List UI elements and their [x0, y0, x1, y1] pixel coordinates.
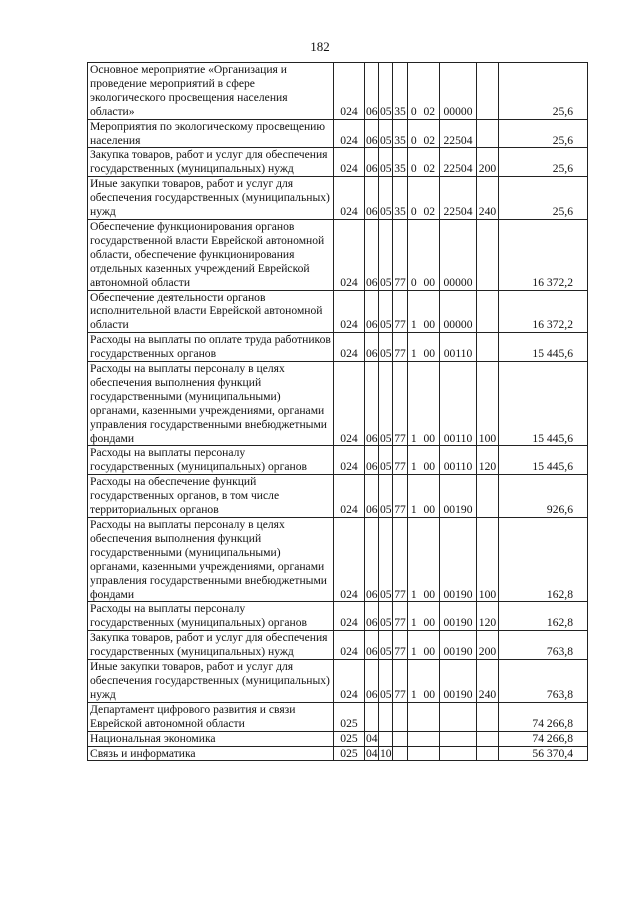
section-cell: 06 [365, 362, 379, 446]
grbs-cell: 024 [334, 219, 365, 290]
row-name-cell: Расходы на выплаты персоналу государственных (муниципальных) органов [88, 446, 334, 475]
row-name-cell: Мероприятия по экологическому просвещению населения [88, 119, 334, 148]
subsection-cell: 05 [379, 290, 393, 333]
subsection-cell: 05 [379, 631, 393, 660]
target-program-cell: 77 [393, 333, 408, 362]
target-program-cell: 77 [393, 602, 408, 631]
table-row [88, 148, 588, 177]
subprogram-cell: 1 [408, 290, 420, 333]
section-cell: 06 [365, 475, 379, 518]
section-cell: 06 [365, 333, 379, 362]
subsection-cell: 05 [379, 333, 393, 362]
grbs-cell: 025 [334, 702, 365, 731]
target-program-cell: 77 [393, 446, 408, 475]
grbs-cell: 024 [334, 602, 365, 631]
section-cell: 06 [365, 290, 379, 333]
section-cell: 06 [365, 219, 379, 290]
amount-cell: 25,6 [499, 177, 588, 220]
subsection-cell [379, 702, 393, 731]
section-cell: 06 [365, 602, 379, 631]
amount-cell: 15 445,6 [499, 333, 588, 362]
amount-cell: 15 445,6 [499, 362, 588, 446]
table-row [88, 518, 588, 602]
row-name-cell: Основное мероприятие «Организация и проведение мероприятий в сфере экологического просвещения населения области» [88, 63, 334, 120]
main-measure-cell: 00 [420, 446, 440, 475]
subsection-cell: 05 [379, 362, 393, 446]
expense-direction-cell: 00000 [440, 63, 477, 120]
grbs-cell: 025 [334, 746, 365, 761]
subsection-cell [379, 731, 393, 746]
main-measure-cell: 00 [420, 333, 440, 362]
table-row [88, 219, 588, 290]
amount-cell: 162,8 [499, 602, 588, 631]
subprogram-cell: 1 [408, 362, 420, 446]
expense-direction-cell: 00110 [440, 362, 477, 446]
row-name-cell: Иные закупки товаров, работ и услуг для обеспечения государственных (муниципальных) нужд [88, 660, 334, 703]
subprogram-cell: 1 [408, 602, 420, 631]
expense-direction-cell [440, 746, 477, 761]
subprogram-cell: 1 [408, 446, 420, 475]
section-cell: 06 [365, 148, 379, 177]
main-measure-cell: 00 [420, 219, 440, 290]
expense-type-cell: 200 [477, 148, 499, 177]
page-number: 182 [310, 39, 330, 54]
expense-direction-cell: 22504 [440, 148, 477, 177]
grbs-cell: 024 [334, 290, 365, 333]
grbs-cell: 025 [334, 731, 365, 746]
subsection-cell: 05 [379, 475, 393, 518]
subprogram-cell: 0 [408, 219, 420, 290]
subsection-cell: 05 [379, 219, 393, 290]
main-measure-cell: 00 [420, 631, 440, 660]
row-name-cell: Связь и информатика [88, 746, 334, 761]
row-name-cell: Расходы на выплаты персоналу в целях обеспечения выполнения функций государственными (муниципальными) органами, казенными учреждениями, органами управления государственными внебюджетными фондами [88, 518, 334, 602]
expense-type-cell [477, 702, 499, 731]
subprogram-cell: 1 [408, 518, 420, 602]
target-program-cell: 77 [393, 475, 408, 518]
row-name-cell: Обеспечение функционирования органов государственной власти Еврейской автономной области, обеспечение функционирования отдельных казенных учреждений Еврейской автономной области [88, 219, 334, 290]
expense-type-cell [477, 746, 499, 761]
main-measure-cell: 02 [420, 148, 440, 177]
main-measure-cell: 00 [420, 518, 440, 602]
table-row [88, 333, 588, 362]
grbs-cell: 024 [334, 148, 365, 177]
subprogram-cell: 1 [408, 660, 420, 703]
subsection-cell: 05 [379, 63, 393, 120]
amount-cell: 56 370,4 [499, 746, 588, 761]
expense-direction-cell: 00190 [440, 602, 477, 631]
table-row [88, 702, 588, 731]
expense-type-cell [477, 219, 499, 290]
target-program-cell: 77 [393, 631, 408, 660]
table-row [88, 290, 588, 333]
subsection-cell: 10 [380, 746, 392, 760]
grbs-cell: 024 [334, 63, 365, 120]
target-program-cell: 77 [393, 290, 408, 333]
main-measure-cell: 02 [420, 119, 440, 148]
subsection-cell: 05 [379, 148, 393, 177]
target-program-cell: 35 [393, 119, 408, 148]
expense-direction-cell: 00190 [440, 631, 477, 660]
main-measure-cell: 00 [420, 602, 440, 631]
main-measure-cell [420, 731, 440, 746]
row-name-cell: Расходы на обеспечение функций государственных органов, в том числе территориальных органов [88, 475, 334, 518]
main-measure-cell [420, 702, 440, 731]
expense-direction-cell [440, 731, 477, 746]
row-name-cell: Расходы на выплаты персоналу в целях обеспечения выполнения функций государственными (муниципальными) органами, казенными учреждениями, органами управления государственными внебюджетными фондами [88, 362, 334, 446]
table-row [88, 631, 588, 660]
subprogram-cell [408, 731, 420, 746]
subsection-cell: 05 [379, 446, 393, 475]
grbs-cell: 024 [334, 333, 365, 362]
target-program-cell: 77 [393, 362, 408, 446]
expense-type-cell [477, 475, 499, 518]
row-name-cell: Обеспечение деятельности органов исполнительной власти Еврейской автономной области [88, 290, 334, 333]
expense-direction-cell [440, 702, 477, 731]
subprogram-cell: 0 [408, 148, 420, 177]
main-measure-cell [420, 746, 440, 761]
main-measure-cell: 00 [420, 475, 440, 518]
grbs-cell: 024 [334, 119, 365, 148]
target-program-cell: 35 [393, 63, 408, 120]
expense-direction-cell: 00110 [440, 333, 477, 362]
table-row [88, 602, 588, 631]
table-row [88, 731, 588, 746]
row-name-cell: Расходы на выплаты персоналу государственных (муниципальных) органов [88, 602, 334, 631]
budget-table-body [88, 63, 588, 761]
expense-direction-cell: 00110 [440, 446, 477, 475]
target-program-cell: 77 [393, 660, 408, 703]
amount-cell: 74 266,8 [499, 702, 588, 731]
amount-cell: 162,8 [499, 518, 588, 602]
expense-direction-cell: 00190 [440, 475, 477, 518]
row-name-cell: Расходы на выплаты по оплате труда работников государственных органов [88, 333, 334, 362]
grbs-cell: 024 [334, 660, 365, 703]
grbs-cell: 024 [334, 518, 365, 602]
subprogram-cell: 1 [408, 631, 420, 660]
expense-type-cell: 240 [477, 660, 499, 703]
section-cell: 04 [366, 746, 378, 760]
subprogram-cell: 1 [408, 475, 420, 518]
grbs-cell: 024 [334, 362, 365, 446]
subsection-cell: 05 [379, 602, 393, 631]
target-program-cell: 77 [393, 518, 408, 602]
table-row [88, 746, 588, 761]
main-measure-cell: 02 [420, 177, 440, 220]
row-name-cell: Закупка товаров, работ и услуг для обеспечения государственных (муниципальных) нужд [88, 148, 334, 177]
section-cell: 06 [365, 518, 379, 602]
amount-cell: 763,8 [499, 631, 588, 660]
row-name-cell: Департамент цифрового развития и связи Еврейской автономной области [88, 702, 334, 731]
expense-type-cell: 240 [477, 177, 499, 220]
amount-cell: 25,6 [499, 119, 588, 148]
amount-cell: 16 372,2 [499, 290, 588, 333]
subprogram-cell [408, 746, 420, 761]
section-cell [365, 702, 379, 731]
target-program-cell [393, 746, 408, 761]
amount-cell: 763,8 [499, 660, 588, 703]
section-cell: 04 [366, 731, 378, 745]
target-program-cell [393, 702, 408, 731]
budget-table [87, 62, 588, 761]
target-program-cell [393, 731, 408, 746]
subprogram-cell: 0 [408, 63, 420, 120]
section-cell: 06 [365, 63, 379, 120]
table-row [88, 446, 588, 475]
subsection-cell: 05 [379, 119, 393, 148]
section-cell: 06 [365, 631, 379, 660]
grbs-cell: 024 [334, 475, 365, 518]
main-measure-cell: 00 [420, 290, 440, 333]
expense-type-cell [477, 119, 499, 148]
subsection-cell: 05 [379, 518, 393, 602]
section-cell: 06 [365, 119, 379, 148]
table-row [88, 119, 588, 148]
section-cell: 06 [365, 660, 379, 703]
amount-cell: 16 372,2 [499, 219, 588, 290]
amount-cell: 74 266,8 [499, 731, 588, 746]
row-name-cell: Национальная экономика [88, 731, 334, 746]
table-row [88, 63, 588, 120]
expense-type-cell [477, 333, 499, 362]
expense-direction-cell: 00000 [440, 290, 477, 333]
target-program-cell: 77 [393, 219, 408, 290]
subprogram-cell: 1 [408, 333, 420, 362]
section-cell: 06 [365, 177, 379, 220]
amount-cell: 25,6 [499, 63, 588, 120]
grbs-cell: 024 [334, 446, 365, 475]
target-program-cell: 35 [393, 177, 408, 220]
amount-cell: 25,6 [499, 148, 588, 177]
main-measure-cell: 00 [420, 362, 440, 446]
expense-type-cell: 120 [477, 602, 499, 631]
expense-type-cell: 200 [477, 631, 499, 660]
grbs-cell: 024 [334, 631, 365, 660]
expense-direction-cell: 22504 [440, 119, 477, 148]
expense-direction-cell: 00190 [440, 518, 477, 602]
table-row [88, 362, 588, 446]
table-row [88, 475, 588, 518]
table-row [88, 177, 588, 220]
amount-cell: 926,6 [499, 475, 588, 518]
row-name-cell: Закупка товаров, работ и услуг для обеспечения государственных (муниципальных) нужд [88, 631, 334, 660]
expense-direction-cell: 22504 [440, 177, 477, 220]
row-name-cell: Иные закупки товаров, работ и услуг для обеспечения государственных (муниципальных) нужд [88, 177, 334, 220]
expense-type-cell: 100 [477, 518, 499, 602]
expense-type-cell: 120 [477, 446, 499, 475]
subprogram-cell [408, 702, 420, 731]
grbs-cell: 024 [334, 177, 365, 220]
subprogram-cell: 0 [408, 177, 420, 220]
expense-type-cell [477, 290, 499, 333]
main-measure-cell: 00 [420, 660, 440, 703]
target-program-cell: 35 [393, 148, 408, 177]
main-measure-cell: 02 [420, 63, 440, 120]
expense-direction-cell: 00190 [440, 660, 477, 703]
subsection-cell: 05 [379, 660, 393, 703]
subprogram-cell: 0 [408, 119, 420, 148]
subsection-cell: 05 [379, 177, 393, 220]
expense-type-cell: 100 [477, 362, 499, 446]
section-cell: 06 [365, 446, 379, 475]
amount-cell: 15 445,6 [499, 446, 588, 475]
expense-type-cell [477, 63, 499, 120]
table-row [88, 660, 588, 703]
expense-type-cell [477, 731, 499, 746]
expense-direction-cell: 00000 [440, 219, 477, 290]
